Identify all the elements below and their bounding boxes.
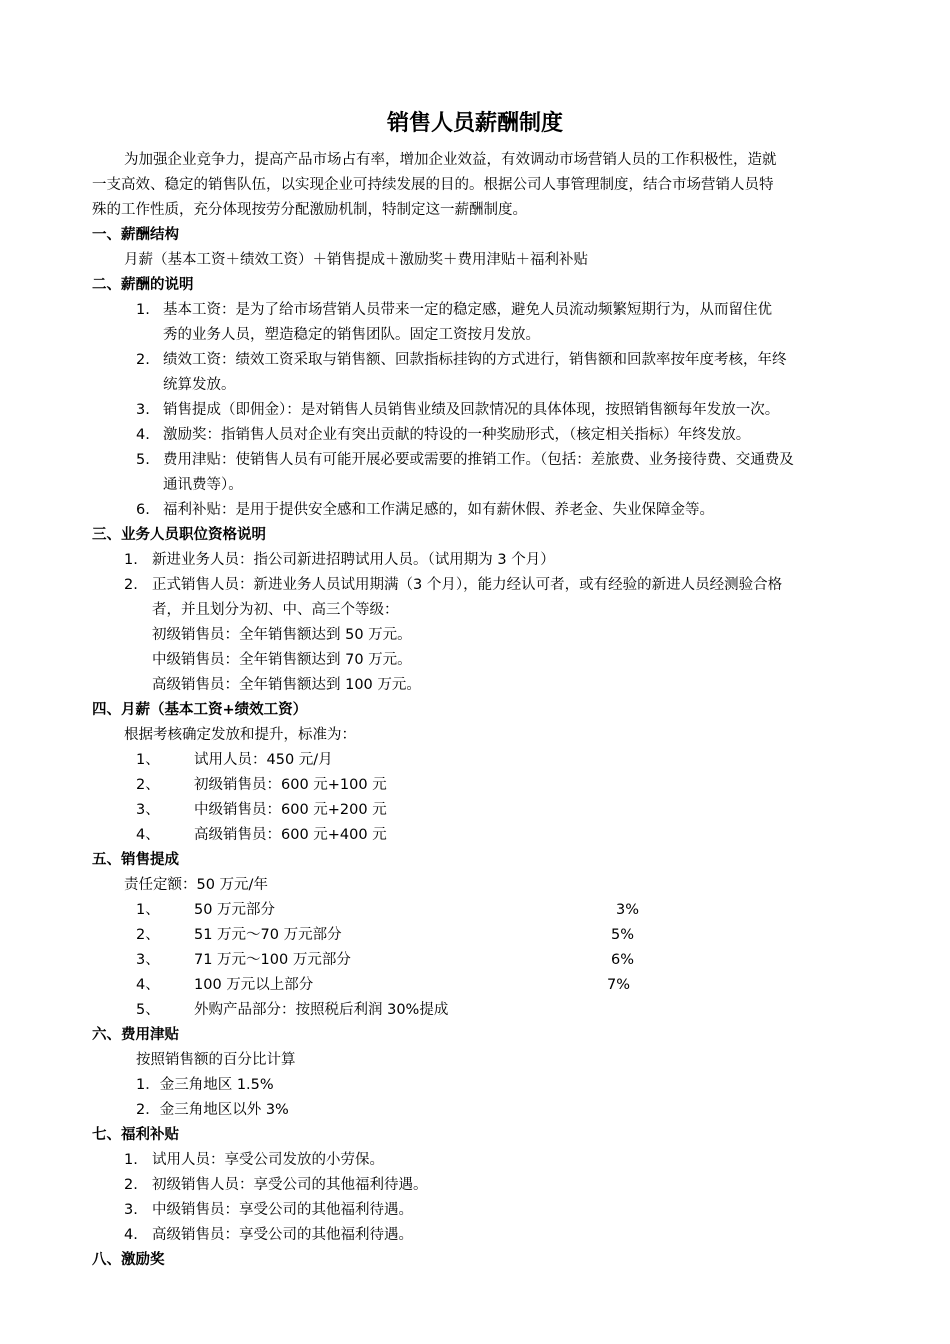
section-5-heading: 五、销售提成	[92, 852, 179, 868]
table-row-text: 试用人员：450 元/月	[194, 752, 333, 768]
table-row-text: 初级销售员：600 元+100 元	[194, 777, 387, 793]
level-requirement: 中级销售员：全年销售额达到 70 万元。	[152, 652, 412, 668]
section-8-heading: 八、激励奖	[92, 1252, 165, 1268]
list-item-number: 1.	[124, 1152, 138, 1168]
list-item: 1．金三角地区 1.5%	[136, 1077, 274, 1093]
list-item-text-cont: 者，并且划分为初、中、高三个等级：	[152, 602, 399, 618]
table-row-number: 1、	[136, 752, 160, 768]
intro-line-3: 殊的工作性质，充分体现按劳分配激励机制，特制定这一薪酬制度。	[92, 202, 527, 218]
section-7-heading: 七、福利补贴	[92, 1127, 179, 1143]
table-row-text: 高级销售员：600 元+400 元	[194, 827, 387, 843]
list-item-text: 费用津贴：使销售人员有可能开展必要或需要的推销工作。（包括：差旅费、业务接待费、交通费及	[163, 452, 794, 468]
table-row-text: 50 万元部分	[194, 902, 276, 918]
intro-line-2: 一支高效、稳定的销售队伍，以实现企业可持续发展的目的。根据公司人事管理制度，结合市场营销人员特	[92, 177, 774, 193]
table-row-number: 2、	[136, 927, 160, 943]
list-item-text: 激励奖：指销售人员对企业有突出贡献的特设的一种奖励形式，（核定相关指标）年终发放。	[163, 427, 751, 443]
section-6-heading: 六、费用津贴	[92, 1027, 179, 1043]
section-1-heading: 一、薪酬结构	[92, 227, 179, 243]
table-row-text: 51 万元～70 万元部分	[194, 927, 342, 943]
list-item-text: 新进业务人员：指公司新进招聘试用人员。（试用期为 3 个月）	[152, 552, 555, 568]
table-row-number: 1、	[136, 902, 160, 918]
section-4-heading: 四、月薪（基本工资+绩效工资）	[92, 702, 308, 718]
list-item-number: 2.	[136, 352, 150, 368]
table-row-number: 4、	[136, 977, 160, 993]
intro-line-1: 为加强企业竞争力，提高产品市场占有率，增加企业效益，有效调动市场营销人员的工作积极性，造就	[124, 152, 777, 168]
table-row-number: 5、	[136, 1002, 160, 1018]
list-item-number: 4.	[124, 1227, 138, 1243]
list-item-number: 4.	[136, 427, 150, 443]
list-item-number: 3.	[124, 1202, 138, 1218]
list-item-number: 1.	[124, 552, 138, 568]
list-item-number: 1.	[136, 302, 150, 318]
list-item-text: 正式销售人员：新进业务人员试用期满（3 个月），能力经认可者，或有经验的新进人员经测验合格	[152, 577, 783, 593]
commission-rate: 3%	[616, 902, 640, 918]
section-6-desc: 按照销售额的百分比计算	[136, 1052, 296, 1068]
commission-rate: 7%	[607, 977, 631, 993]
list-item-text: 高级销售员：享受公司的其他福利待遇。	[152, 1227, 413, 1243]
list-item-text-cont: 通讯费等）。	[163, 477, 243, 493]
table-row-number: 2、	[136, 777, 160, 793]
section-4-desc: 根据考核确定发放和提升，标准为：	[124, 727, 356, 743]
list-item-text: 绩效工资：绩效工资采取与销售额、回款指标挂钩的方式进行，销售额和回款率按年度考核，年终	[163, 352, 787, 368]
list-item-text: 福利补贴：是用于提供安全感和工作满足感的，如有薪休假、养老金、失业保障金等。	[163, 502, 714, 518]
section-3-heading: 三、业务人员职位资格说明	[92, 527, 266, 543]
table-row-text: 外购产品部分：按照税后利润 30%提成	[194, 1002, 449, 1018]
list-item-text: 试用人员：享受公司发放的小劳保。	[152, 1152, 384, 1168]
document-title: 销售人员薪酬制度	[386, 111, 563, 136]
list-item-text-cont: 秀的业务人员，塑造稳定的销售团队。固定工资按月发放。	[163, 327, 540, 343]
list-item-text-cont: 统算发放。	[163, 377, 236, 393]
list-item-number: 2.	[124, 577, 138, 593]
section-2-heading: 二、薪酬的说明	[92, 277, 194, 293]
list-item-number: 6.	[136, 502, 150, 518]
salary-formula: 月薪（基本工资＋绩效工资）＋销售提成＋激励奖＋费用津贴＋福利补贴	[124, 252, 588, 268]
list-item-text: 中级销售员：享受公司的其他福利待遇。	[152, 1202, 413, 1218]
list-item-number: 5.	[136, 452, 150, 468]
list-item: 2．金三角地区以外 3%	[136, 1102, 289, 1118]
table-row-number: 3、	[136, 802, 160, 818]
list-item-text: 基本工资：是为了给市场营销人员带来一定的稳定感，避免人员流动频繁短期行为，从而留住优	[163, 302, 772, 318]
sales-quota: 责任定额：50 万元/年	[124, 877, 268, 893]
list-item-number: 3.	[136, 402, 150, 418]
table-row-text: 中级销售员：600 元+200 元	[194, 802, 387, 818]
list-item-number: 2.	[124, 1177, 138, 1193]
commission-rate: 6%	[611, 952, 635, 968]
table-row-text: 100 万元以上部分	[194, 977, 314, 993]
level-requirement: 初级销售员：全年销售额达到 50 万元。	[152, 627, 412, 643]
table-row-text: 71 万元～100 万元部分	[194, 952, 351, 968]
list-item-text: 初级销售人员：享受公司的其他福利待遇。	[152, 1177, 428, 1193]
commission-rate: 5%	[611, 927, 635, 943]
level-requirement: 高级销售员：全年销售额达到 100 万元。	[152, 677, 421, 693]
table-row-number: 3、	[136, 952, 160, 968]
table-row-number: 4、	[136, 827, 160, 843]
list-item-text: 销售提成（即佣金）：是对销售人员销售业绩及回款情况的具体体现，按照销售额每年发放一次。	[163, 402, 780, 418]
